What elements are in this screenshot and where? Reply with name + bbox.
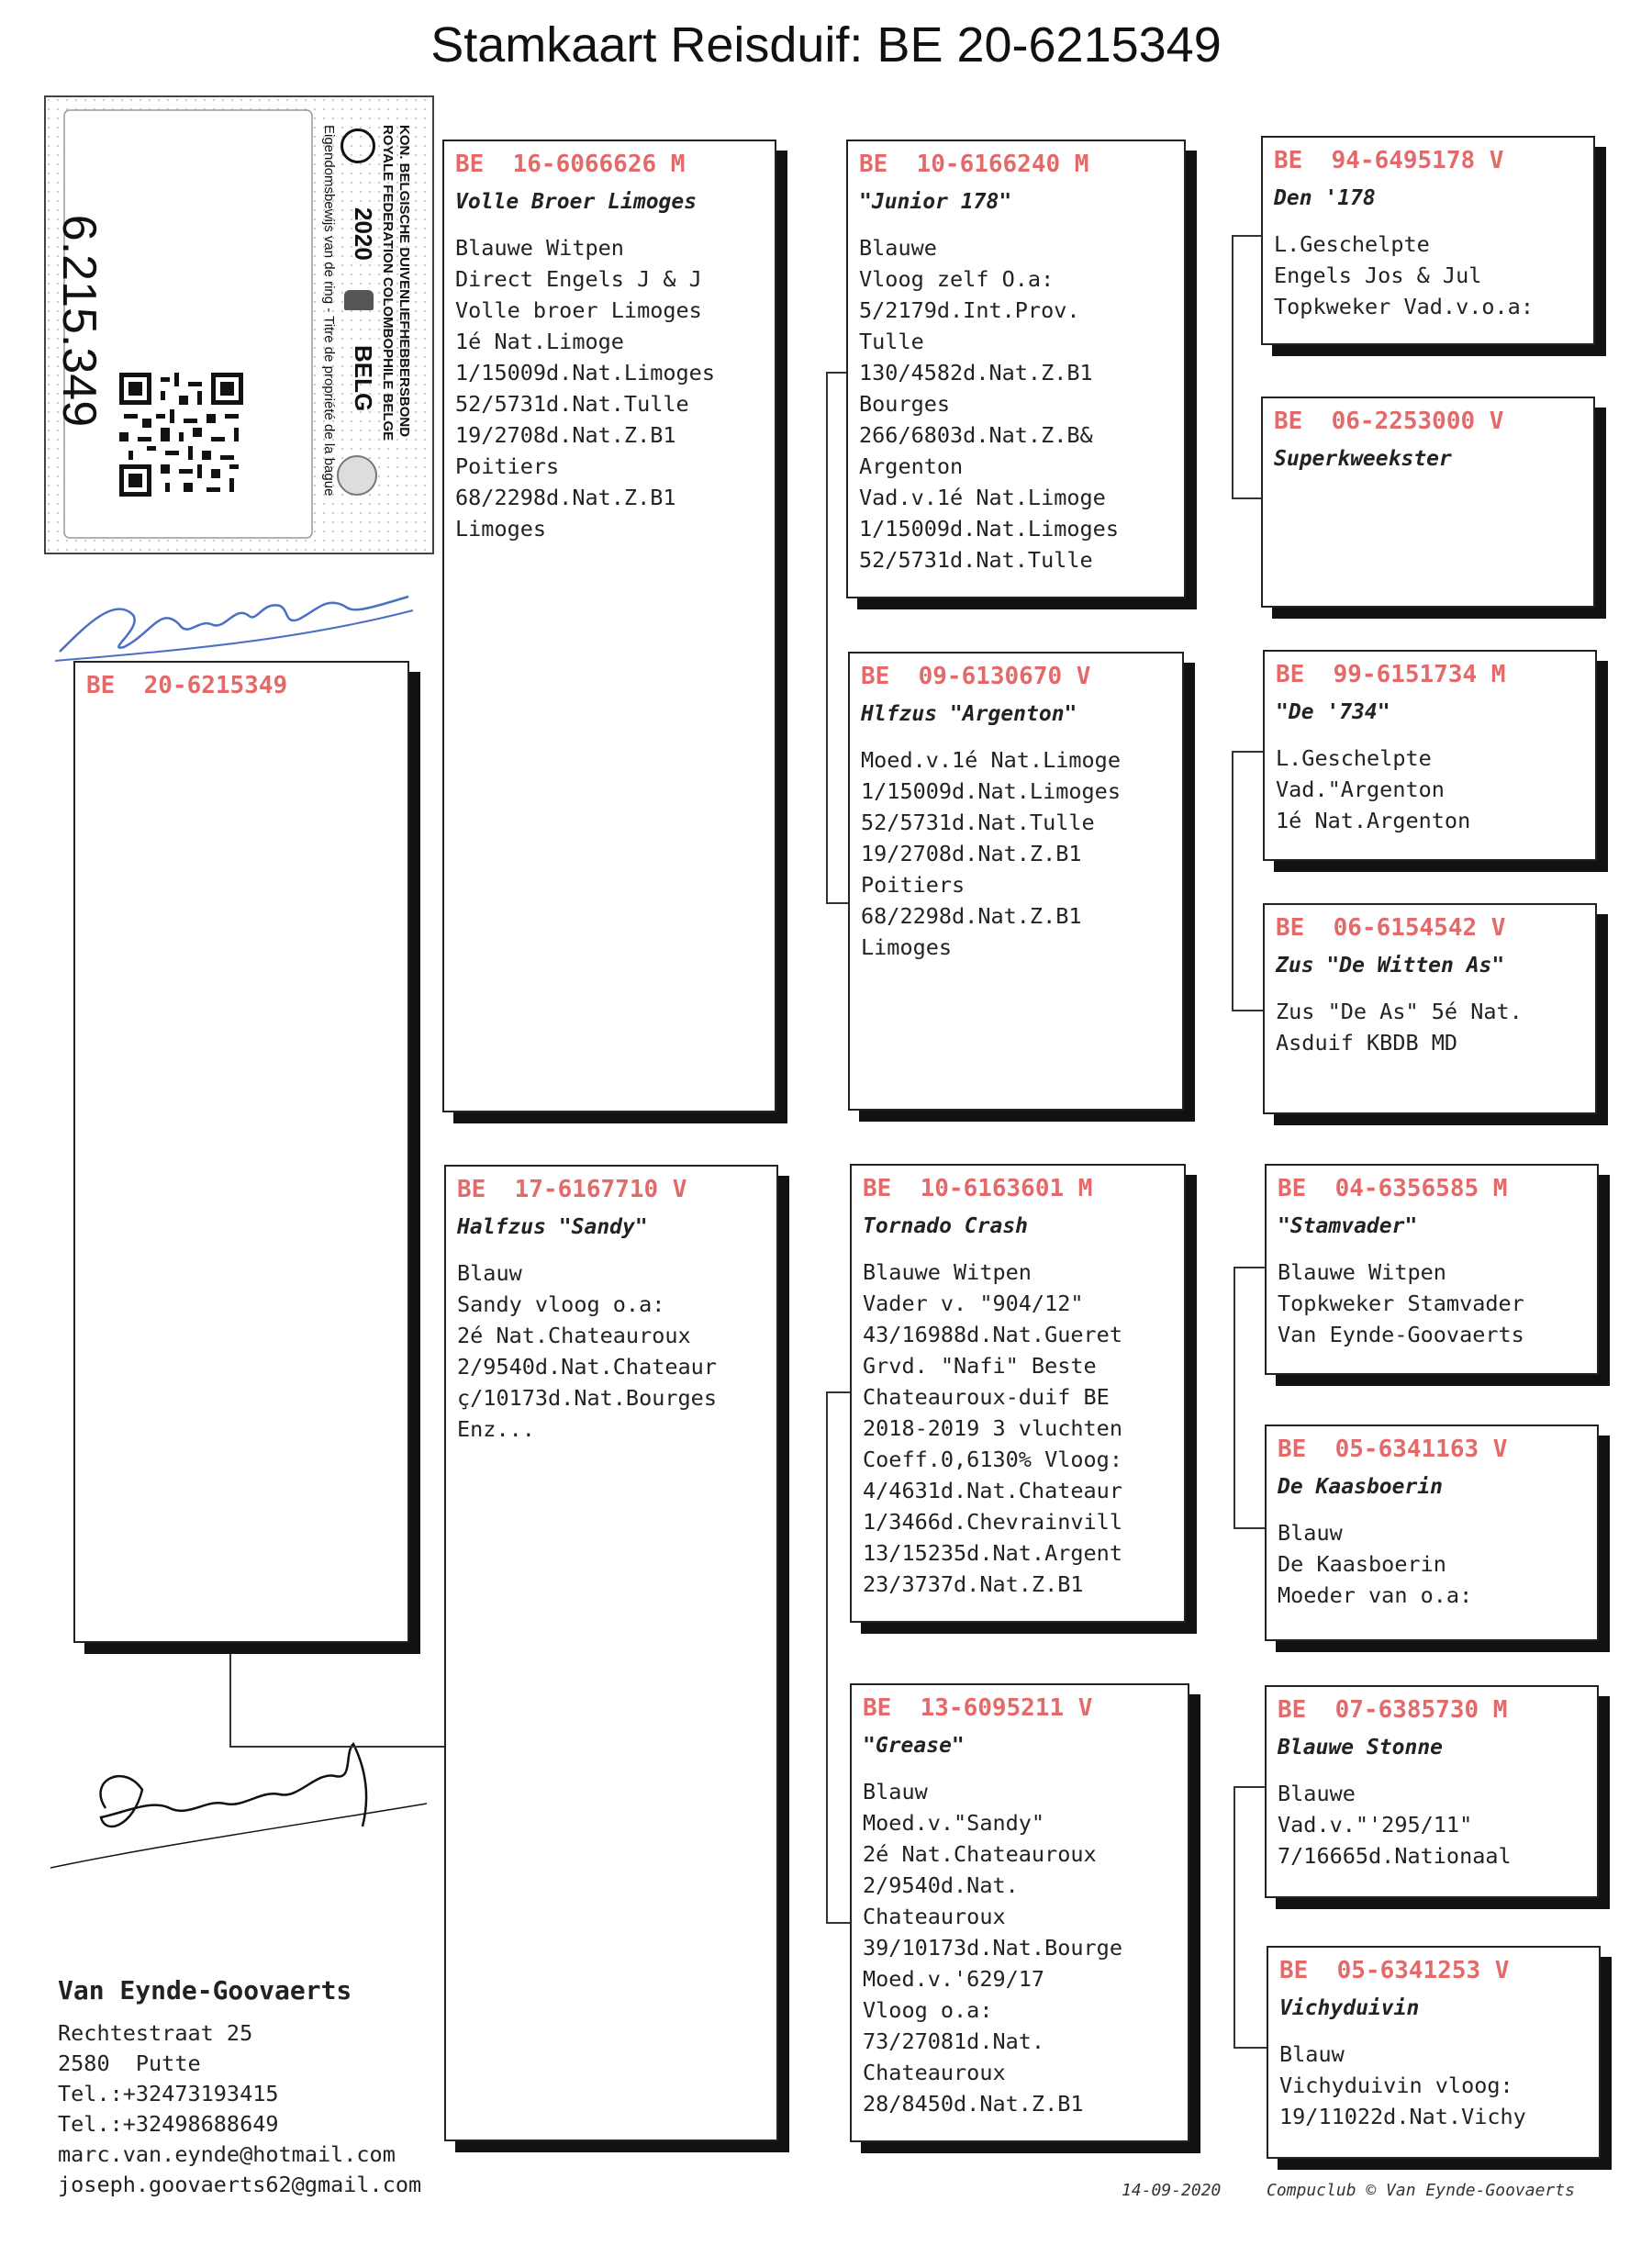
connector-line [1233, 1786, 1235, 2049]
pigeon-name: Superkweekster [1274, 447, 1452, 472]
pigeon-details: Blauwe Vad.v."'295/11" 7/16665d.Nationaal [1278, 1781, 1512, 1870]
connector-line [229, 1746, 444, 1748]
ownership-text: Eigendomsbewijs van de ring - Titre de propriété de la bague [321, 125, 337, 497]
pigeon-name: "Junior 178" [859, 190, 1012, 215]
great-grandparent-box-3 [1263, 650, 1597, 861]
connector-line [1233, 1267, 1235, 1529]
phone-1: Tel.:+32473193415 [58, 2081, 279, 2106]
pigeon-details: Blauwe Witpen Direct Engels J & J Volle broer Limoges 1é Nat.Limoge 1/15009d.Nat.Limoges 52/5731d.Nat.Tulle 19/2708d.Nat.Z.B1 Poitiers 68/2298d.Nat.Z.B1 Limoges [455, 235, 715, 542]
connector-line [1233, 1527, 1265, 1529]
connector-line [1232, 751, 1263, 753]
connector-line [826, 1922, 850, 1924]
crown-icon [344, 290, 374, 310]
connector-line [1232, 235, 1233, 499]
pigeon-name: Tornado Crash [863, 1214, 1029, 1239]
ring-number: BE 94-6495178 V [1274, 147, 1504, 174]
federation-name-nl: KON. BELGISCHE DUIVENLIEFHEBBERSBOND [396, 125, 412, 438]
connector-line [826, 1391, 850, 1393]
footer-credit: Compuclub © Van Eynde-Goovaerts [1267, 2181, 1575, 2200]
pigeon-details: Blauw De Kaasboerin Moeder van o.a: [1278, 1520, 1473, 1609]
great-grandparent-box-8 [1267, 1946, 1601, 2159]
ring-number: BE 13-6095211 V [863, 1694, 1093, 1722]
subject-ring-number: BE 20-6215349 [86, 672, 288, 699]
pigeon-details: Blauwe Witpen Topkweker Stamvader Van Eynde-Goovaerts [1278, 1259, 1524, 1348]
great-grandparent-box-4 [1263, 903, 1597, 1114]
pigeon-name: "Grease" [863, 1734, 965, 1759]
parent-box-sire [442, 140, 776, 1112]
connector-line [1232, 1010, 1263, 1011]
pigeon-details: Blauw Moed.v."Sandy" 2é Nat.Chateauroux 2/9540d.Nat. Chateauroux 39/10173d.Nat.Bourge Moed.v.'629/17 Vloog o.a: 73/27081d.Nat. Chateauroux 28/8450d.Nat.Z.B1 [863, 1779, 1122, 2117]
ring-number: BE 06-2253000 V [1274, 408, 1504, 435]
great-grandparent-box-1 [1261, 136, 1595, 345]
ring-number: BE 07-6385730 M [1278, 1696, 1508, 1724]
pigeon-details: Blauwe Witpen Vader v. "904/12" 43/16988d.Nat.Gueret Grvd. "Nafi" Beste Chateauroux-duif BE 2018-2019 3 vluchten Coeff.0,6130% Vloog: 4/4631d.Nat.Chateaur 1/3466d.Chevrainvill 13/15235d.Nat.Argent 23/3737d.Nat.Z.B1 [863, 1259, 1122, 1598]
pigeon-details: Zus "De As" 5é Nat. Asduif KBDB MD [1276, 999, 1523, 1056]
qr-code-icon [119, 373, 243, 497]
connector-line [1233, 2047, 1267, 2049]
ring-number: BE 05-6341253 V [1279, 1957, 1510, 1984]
great-grandparent-box-6 [1265, 1424, 1599, 1641]
pigeon-name: Halfzus "Sandy" [457, 1215, 648, 1240]
great-grandparent-box-7 [1265, 1685, 1599, 1898]
connector-line [826, 372, 846, 374]
phone-2: Tel.:+32498688649 [58, 2111, 279, 2137]
grandparent-box-1 [846, 140, 1186, 598]
pigeon-name: "De '734" [1276, 700, 1390, 725]
pigeon-name: Den '178 [1274, 186, 1376, 211]
ring-country: BELG [350, 345, 377, 412]
connector-line [826, 1391, 828, 1924]
connector-line [1233, 1786, 1265, 1788]
signature-black [50, 1726, 436, 1872]
connector-line [229, 1654, 231, 1748]
pigeon-name: Vichyduivin [1279, 1996, 1420, 2021]
pigeon-details: L.Geschelpte Vad."Argenton 1é Nat.Argenton [1276, 745, 1471, 834]
parent-box-dam [444, 1165, 778, 2141]
pigeon-name: De Kaasboerin [1278, 1475, 1444, 1500]
page-title: Stamkaart Reisduif: BE 20-6215349 [430, 17, 1222, 73]
connector-line [826, 372, 828, 904]
globe-hologram-icon [337, 455, 377, 496]
breeder-contact [58, 1975, 421, 2200]
grandparent-box-3 [850, 1164, 1186, 1623]
ring-number: BE 04-6356585 M [1278, 1175, 1508, 1202]
great-grandparent-box-5 [1265, 1164, 1599, 1375]
grandparent-box-2 [848, 652, 1184, 1111]
breeder-name: Van Eynde-Goovaerts [58, 1975, 352, 2005]
great-grandparent-box-2 [1261, 397, 1595, 608]
ring-number: BE 16-6066626 M [455, 151, 686, 178]
connector-line [1232, 235, 1261, 237]
connector-line [1232, 751, 1233, 1011]
address-street: Rechtestraat 25 [58, 2020, 253, 2046]
connector-line [1233, 1267, 1265, 1268]
ring-card-number: 6.215.349 [52, 214, 106, 428]
ring-card-emblem [321, 125, 425, 538]
pigeon-details: Blauw Vichyduivin vloog: 19/11022d.Nat.Vichy [1279, 2041, 1526, 2130]
email-1[interactable]: marc.van.eynde@hotmail.com [58, 2141, 396, 2167]
pigeon-details: L.Geschelpte Engels Jos & Jul Topkweker Vad.v.o.a: [1274, 231, 1534, 320]
pigeon-name: Volle Broer Limoges [455, 190, 698, 215]
pigeon-name: Hlfzus "Argenton" [861, 702, 1077, 727]
address-city: 2580 Putte [58, 2050, 201, 2076]
kbdb-logo-icon [340, 128, 375, 163]
grandparent-box-4 [850, 1683, 1189, 2142]
pigeon-name: Zus "De Witten As" [1276, 954, 1505, 978]
connector-line [826, 902, 848, 904]
ring-number: BE 10-6166240 M [859, 151, 1089, 178]
signature-blue [50, 569, 418, 670]
subject-pigeon-box [73, 661, 409, 1643]
pigeon-details: Blauwe Vloog zelf O.a: 5/2179d.Int.Prov. Tulle 130/4582d.Nat.Z.B1 Bourges 266/6803d.Nat.Z.B& Argenton Vad.v.1é Nat.Limoge 1/15009d.Nat.Limoges 52/5731d.Nat.Tulle [859, 235, 1119, 574]
ring-number: BE 99-6151734 M [1276, 661, 1506, 688]
federation-name-fr: ROYALE FEDERATION COLOMBOPHILE BELGE [380, 125, 396, 441]
ring-number: BE 09-6130670 V [861, 663, 1091, 690]
footer-date: 14-09-2020 [1122, 2181, 1222, 2200]
ring-number: BE 06-6154542 V [1276, 914, 1506, 942]
email-2[interactable]: joseph.goovaerts62@gmail.com [58, 2172, 422, 2197]
ring-number: BE 05-6341163 V [1278, 1436, 1508, 1463]
pigeon-details: Blauw Sandy vloog o.a: 2é Nat.Chateauroux 2/9540d.Nat.Chateaur ç/10173d.Nat.Bourges Enz... [457, 1260, 717, 1443]
ring-number: BE 10-6163601 M [863, 1175, 1093, 1202]
ring-number: BE 17-6167710 V [457, 1176, 687, 1203]
ring-ownership-card [44, 95, 434, 554]
connector-line [1232, 497, 1261, 499]
pigeon-details: Moed.v.1é Nat.Limoge 1/15009d.Nat.Limoges 52/5731d.Nat.Tulle 19/2708d.Nat.Z.B1 Poitiers 68/2298d.Nat.Z.B1 Limoges [861, 747, 1121, 961]
pigeon-name: Blauwe Stonne [1278, 1736, 1444, 1760]
pigeon-name: "Stamvader" [1278, 1214, 1418, 1239]
ring-year: 2020 [350, 207, 377, 261]
